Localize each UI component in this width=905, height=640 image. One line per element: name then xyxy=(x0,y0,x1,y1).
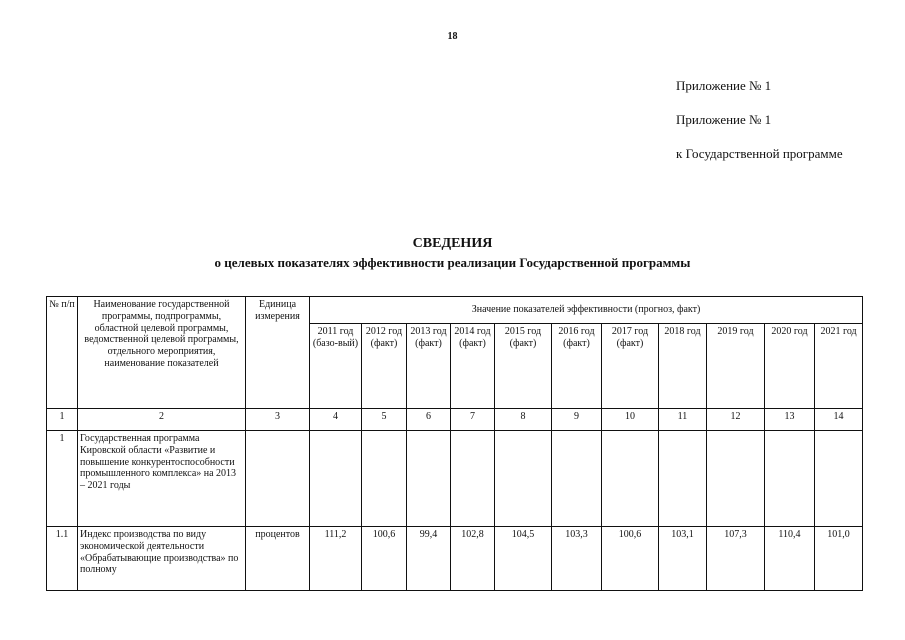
row-value-2014 xyxy=(451,431,495,527)
row-name: Государственная программа Кировской области «Развитие и повышение конкурентоспособности промышленного комплекса» на 2013 – 2021 годы xyxy=(78,431,246,527)
header-year-2014: 2014 год (факт) xyxy=(451,324,495,409)
header-year-2016: 2016 год (факт) xyxy=(552,324,602,409)
column-number: 2 xyxy=(78,409,246,431)
indicators-table xyxy=(46,296,863,591)
header-year-2012: 2012 год (факт) xyxy=(362,324,407,409)
header-col-values: Значение показателей эффективности (прогноз, факт) xyxy=(310,297,863,324)
row-value-2015: 104,5 xyxy=(495,527,552,591)
row-value-2018 xyxy=(659,431,707,527)
row-number: 1 xyxy=(47,431,78,527)
row-number: 1.1 xyxy=(47,527,78,591)
annex-label-repeat: Приложение № 1 xyxy=(676,112,772,127)
annex-label: Приложение № 1 xyxy=(676,78,772,93)
column-number: 9 xyxy=(552,409,602,431)
row-value-2019: 107,3 xyxy=(707,527,765,591)
header-col-unit: Единица измерения xyxy=(246,297,310,409)
document-title: СВЕДЕНИЯ xyxy=(412,236,493,251)
row-value-2011 xyxy=(310,431,362,527)
column-number: 12 xyxy=(707,409,765,431)
header-row-top xyxy=(47,297,863,324)
table-row-indicator xyxy=(47,527,863,591)
header-year-2021: 2021 год xyxy=(815,324,863,409)
header-col-no: № п/п xyxy=(47,297,78,409)
row-value-2014: 102,8 xyxy=(451,527,495,591)
header-year-2020: 2020 год xyxy=(765,324,815,409)
column-number-row xyxy=(47,409,863,431)
column-number: 7 xyxy=(451,409,495,431)
column-number: 4 xyxy=(310,409,362,431)
row-unit xyxy=(246,431,310,527)
row-name: Индекс производства по виду экономической деятельности «Обрабатывающие производства» по полному xyxy=(78,527,246,591)
row-value-2015 xyxy=(495,431,552,527)
column-number: 5 xyxy=(362,409,407,431)
header-year-2019: 2019 год xyxy=(707,324,765,409)
column-number: 6 xyxy=(407,409,451,431)
header-year-2018: 2018 год xyxy=(659,324,707,409)
header-year-2017: 2017 год (факт) xyxy=(602,324,659,409)
column-number: 11 xyxy=(659,409,707,431)
row-value-2021 xyxy=(815,431,863,527)
header-year-2013: 2013 год (факт) xyxy=(407,324,451,409)
row-value-2013: 99,4 xyxy=(407,527,451,591)
row-value-2018: 103,1 xyxy=(659,527,707,591)
row-value-2017: 100,6 xyxy=(602,527,659,591)
column-number: 3 xyxy=(246,409,310,431)
row-value-2020: 110,4 xyxy=(765,527,815,591)
column-number: 13 xyxy=(765,409,815,431)
row-value-2017 xyxy=(602,431,659,527)
header-year-2015: 2015 год (факт) xyxy=(495,324,552,409)
row-value-2020 xyxy=(765,431,815,527)
header-col-name: Наименование государственной программы, подпрограммы, областной целевой программы, ведомственной целевой программы, отдельного мероприятия, наименование показателей xyxy=(78,297,246,409)
column-number: 10 xyxy=(602,409,659,431)
header-year-2011: 2011 год (базо-вый) xyxy=(310,324,362,409)
row-value-2016 xyxy=(552,431,602,527)
annex-program-reference: к Государственной программе xyxy=(676,146,843,161)
row-value-2013 xyxy=(407,431,451,527)
row-value-2021: 101,0 xyxy=(815,527,863,591)
row-value-2012: 100,6 xyxy=(362,527,407,591)
column-number: 14 xyxy=(815,409,863,431)
row-value-2019 xyxy=(707,431,765,527)
row-value-2011: 111,2 xyxy=(310,527,362,591)
column-number: 8 xyxy=(495,409,552,431)
row-unit: процентов xyxy=(246,527,310,591)
row-value-2012 xyxy=(362,431,407,527)
row-value-2016: 103,3 xyxy=(552,527,602,591)
document-subtitle: о целевых показателях эффективности реализации Государственной программы xyxy=(214,255,691,270)
table-row-program xyxy=(47,431,863,527)
column-number: 1 xyxy=(47,409,78,431)
page-number: 18 xyxy=(447,31,458,42)
